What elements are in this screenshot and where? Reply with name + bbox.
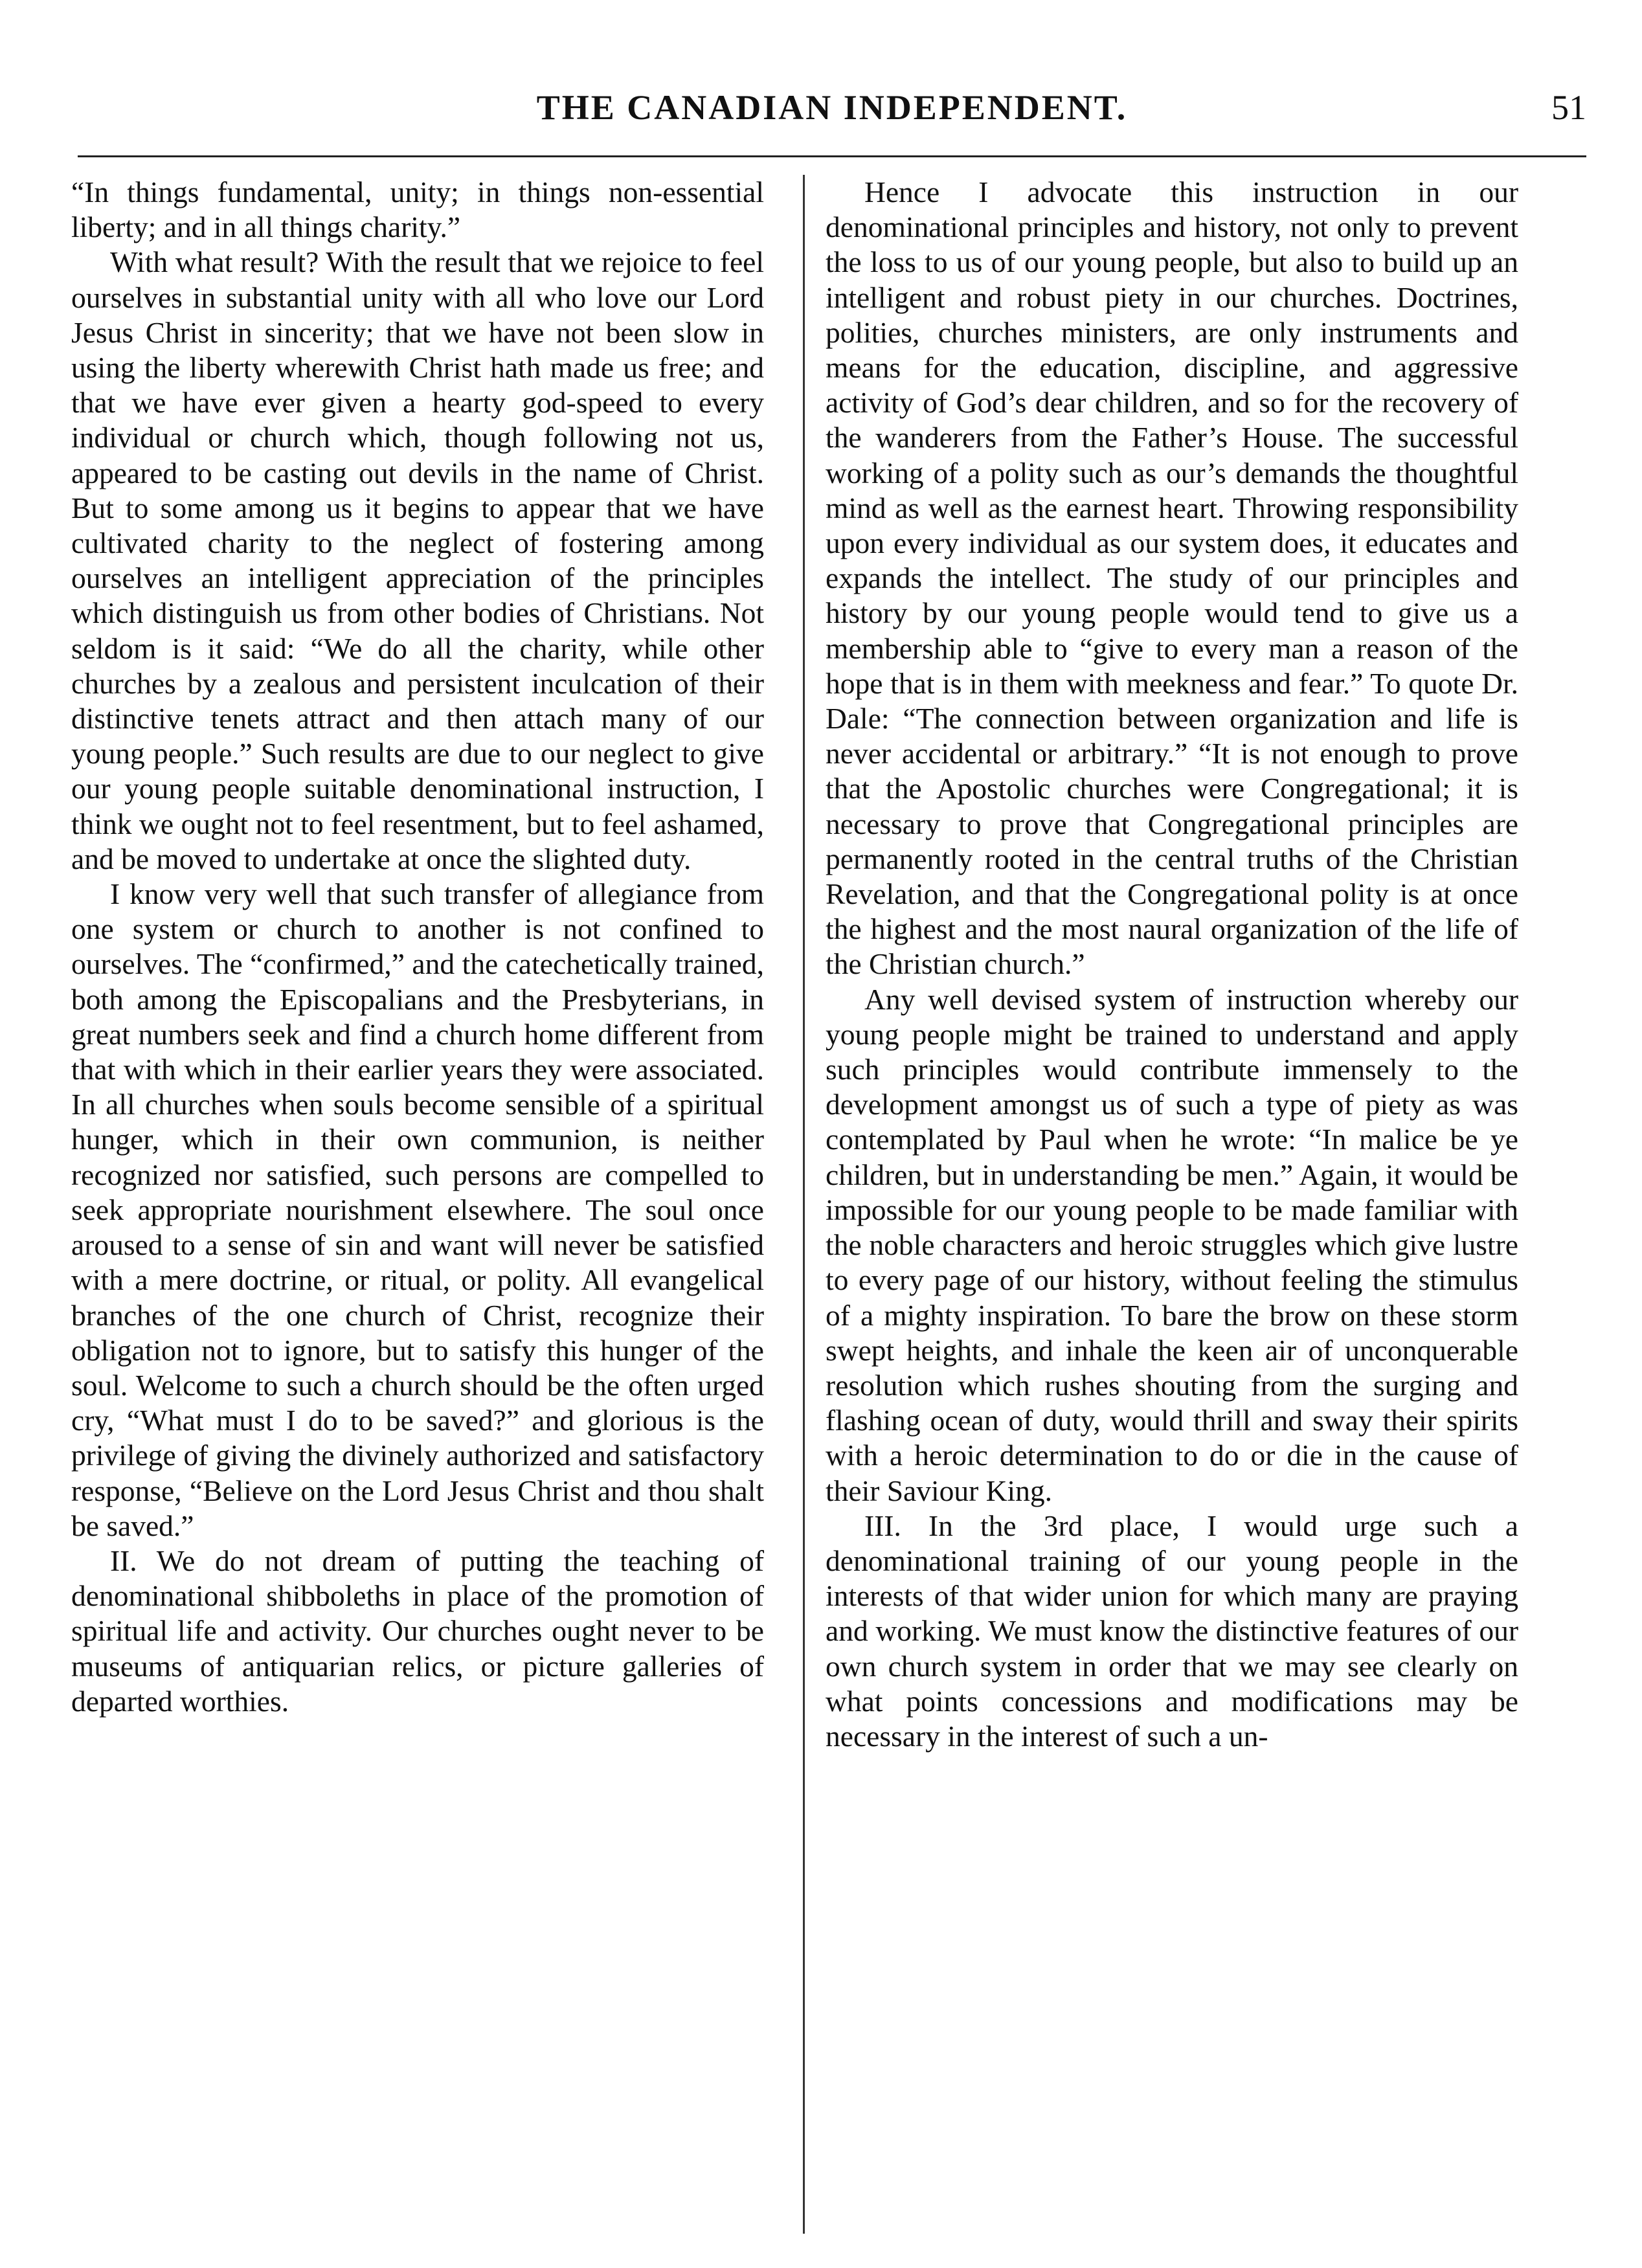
right-column [826, 175, 1518, 1754]
header-rule [78, 155, 1586, 157]
running-header [78, 87, 1586, 146]
paragraph: Any well devised system of instruction whereby our young people might be trained to understand and apply such principles would contribute immensely to the development amongst us of such a type of piety as was contemplated by Paul when he wrote: “In malice be ye children, but in understanding be men.” Again, it would be impossible for our young people to be made familiar with the noble characters and heroic struggles which give lustre to every page of our history, without feeling the stimulus of a mighty inspiration. To bare the brow on these storm swept heights, and inhale the keen air of unconquerable resolution which rushes shouting from the surging and flashing ocean of duty, would thrill and sway their spirits with a heroic determination to do or die in the cause of their Saviour King. [826, 982, 1518, 1507]
page-number: 51 [1551, 88, 1586, 127]
journal-title: THE CANADIAN INDEPENDENT. [536, 88, 1128, 127]
paragraph: “In things fundamental, unity; in things non-essential liberty; and in all things charity.” [71, 175, 764, 244]
paragraph: I know very well that such transfer of allegiance from one system or church to another is not confined to ourselves. The “confirmed,” and the catechetically trained, both among the Episcopalians and the Presbyterians, in great numbers seek and find a church home different from that with which in their earlier years they were associated. In all churches when souls become sensible of a spiritual hunger, which in their own communion, is neither recognized nor satisfied, such persons are compelled to seek appropriate nourishment elsewhere. The soul once aroused to a sense of sin and want will never be satisfied with a mere doctrine, or ritual, or polity. All evangelical branches of the one church of Christ, recognize their obligation not to ignore, but to satisfy this hunger of the soul. Welcome to such a church should be the often urged cry, “What must I do to be saved?” and glorious is the privilege of giving the divinely authorized and satisfactory response, “Believe on the Lord Jesus Christ and thou shalt be saved.” [71, 877, 764, 1542]
paragraph: III. In the 3rd place, I would urge such a denominational training of our young people in the interests of that wider union for which many are praying and working. We must know the distinctive features of our own church system in order that we may see clearly on what points concessions and modifications may be necessary in the interest of such a un- [826, 1509, 1518, 1753]
paragraph: II. We do not dream of putting the teaching of denominational shibboleths in place of the promotion of spiritual life and activity. Our churches ought never to be museums of antiquarian relics, or picture galleries of departed worthies. [71, 1544, 764, 1718]
paragraph: Hence I advocate this instruction in our denominational principles and history, not only to prevent the loss to us of our young people, but also to build up an intelligent and robust piety in our churches. Doctrines, polities, churches ministers, are only instruments and means for the education, discipline, and aggressive activity of God’s dear children, and so for the recovery of the wanderers from the Father’s House. The successful working of a polity such as our’s demands the thoughtful mind as well as the earnest heart. Throwing responsibility upon every individual as our system does, it educates and expands the intellect. The study of our principles and history by our young people would tend to give us a membership able to “give to every man a reason of the hope that is in them with meekness and fear.” To quote Dr. Dale: “The connection between organization and life is never accidental or arbitrary.” “It is not enough to prove that the Apostolic churches were Congregational; it is necessary to prove that Congregational principles are permanently rooted in the central truths of the Christian Revelation, and that the Congregational polity is at once the highest and the most naural organization of the life of the Christian church.” [826, 175, 1518, 981]
paragraph: With what result? With the result that we rejoice to feel ourselves in substantial unity with all who love our Lord Jesus Christ in sincerity; that we have not been slow in using the liberty wherewith Christ hath made us free; and that we have ever given a hearty god-speed to every individual or church which, though following not us, appeared to be casting out devils in the name of Christ. But to some among us it begins to appear that we have cultivated charity to the neglect of fostering among ourselves an intelligent appreciation of the principles which distinguish us from other bodies of Christians. Not seldom is it said: “We do all the charity, while other churches by a zealous and persistent inculcation of their distinctive tenets attract and then attach many of our young people.” Such results are due to our neglect to give our young people suitable denominational instruction, I think we ought not to feel resentment, but to feel ashamed, and be moved to undertake at once the slighted duty. [71, 245, 764, 875]
left-column [71, 175, 764, 1719]
column-divider [803, 175, 805, 2234]
